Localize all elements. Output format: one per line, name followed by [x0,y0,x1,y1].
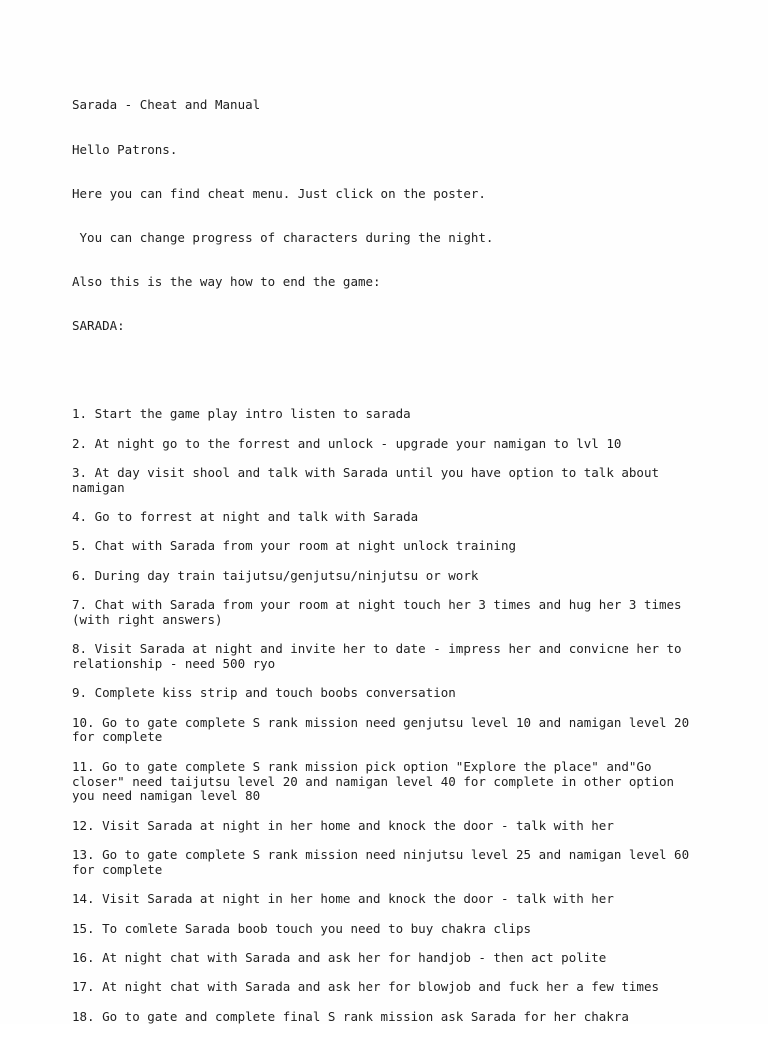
document-text-area [72,69,697,1054]
step-item: 16. At night chat with Sarada and ask her for handjob - then act polite [72,949,607,965]
doc-section-intro: Also this is the way how to end the game: [72,273,381,289]
step-item: 10. Go to gate complete S rank mission need genjutsu level 10 and namigan level 20 for complete [72,714,697,745]
step-item: 4. Go to forrest at night and talk with Sarada [72,509,419,525]
step-item: 5. Chat with Sarada from your room at night unlock training [72,538,517,554]
doc-title: Sarada - Cheat and Manual [72,97,261,113]
step-item: 18. Go to gate and complete final S rank mission ask Sarada for her chakra [72,1008,629,1024]
step-item: 14. Visit Sarada at night in her home and knock the door - talk with her [72,891,614,907]
steps-list [72,406,697,1024]
doc-greeting: Hello Patrons. [72,141,178,157]
step-item: 17. At night chat with Sarada and ask her for blowjob and fuck her a few times [72,979,659,995]
doc-intro-paragraph-1: Here you can find cheat menu. Just click on the poster. [72,185,486,201]
step-item: 7. Chat with Sarada from your room at night touch her 3 times and hug her 3 times (with right answers) [72,597,690,627]
step-item: 15. To comlete Sarada boob touch you need to buy chakra clips [72,920,532,936]
step-item: 3. At day visit shool and talk with Sarada until you have option to talk about namigan [72,464,667,495]
step-item: 11. Go to gate complete S rank mission pick option "Explore the place" and"Go closer" need taijutsu level 20 and namigan level 40 for complete in other option you need namigan level 80 [72,758,682,804]
step-item: 2. At night go to the forrest and unlock - upgrade your namigan to lvl 10 [72,435,622,451]
doc-intro-paragraph-2: You can change progress of characters during the night. [72,229,494,245]
step-item: 1. Start the game play intro listen to sarada [72,406,411,422]
step-item: 13. Go to gate complete S rank mission need ninjutsu level 25 and namigan level 60 for complete [72,847,697,877]
step-item: 6. During day train taijutsu/genjutsu/ninjutsu or work [72,567,479,583]
step-item: 9. Complete kiss strip and touch boobs conversation [72,685,456,701]
step-item: 12. Visit Sarada at night in her home and knock the door - talk with her [72,817,614,833]
step-item: 8. Visit Sarada at night and invite her to date - impress her and convicne her to relationship - need 500 ryo [72,641,690,671]
doc-section-heading: SARADA: [72,317,125,333]
